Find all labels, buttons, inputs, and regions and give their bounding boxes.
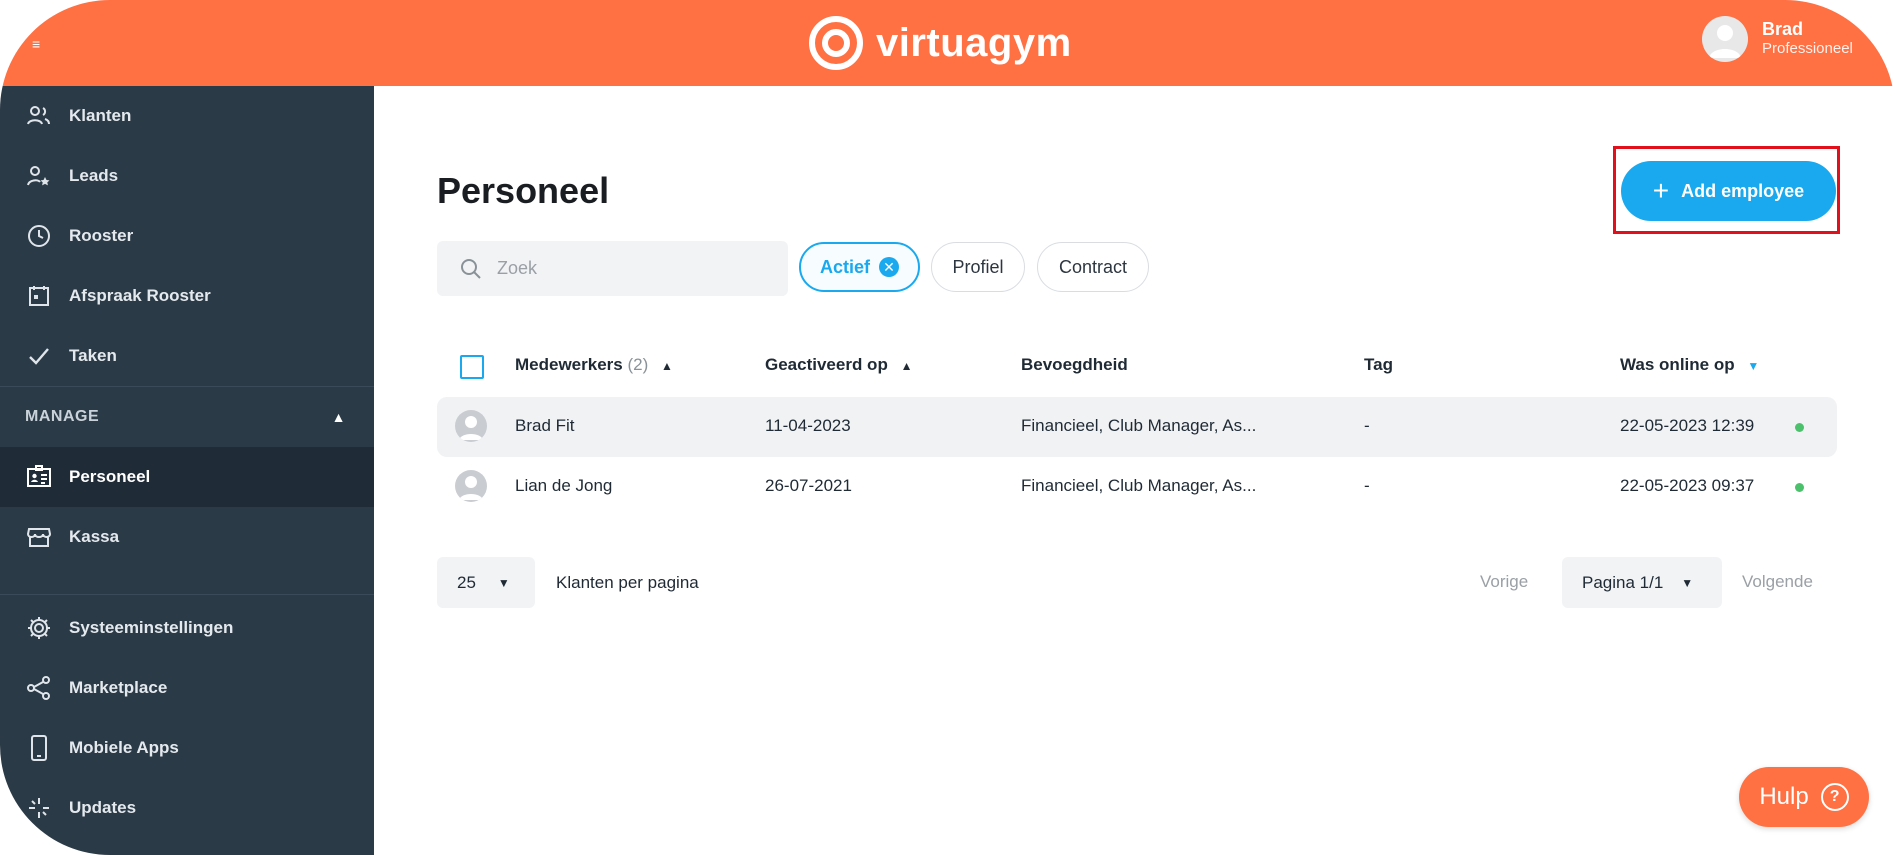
sidebar-item-personeel[interactable]: [0, 447, 374, 507]
id-card-icon: [25, 463, 53, 491]
search-box[interactable]: [437, 241, 788, 296]
sidebar-item-afspraak-rooster[interactable]: [0, 266, 374, 326]
sidebar-item-label: Taken: [69, 346, 117, 365]
table-row[interactable]: [437, 457, 1837, 517]
per-page-select[interactable]: [437, 557, 535, 608]
add-employee-label: Add employee: [1681, 180, 1805, 201]
column-header-employees[interactable]: [515, 355, 673, 375]
sidebar-item-label: Rooster: [69, 226, 134, 245]
user-star-icon: [25, 162, 53, 190]
sidebar-divider: [0, 594, 374, 595]
store-icon: [25, 523, 53, 551]
section-manage-toggle[interactable]: [0, 386, 374, 447]
employee-name[interactable]: Lian de Jong: [515, 476, 613, 495]
user-menu[interactable]: [1702, 16, 1853, 62]
sidebar-item-label: Systeeminstellingen: [69, 618, 234, 637]
user-avatar-icon: [455, 470, 487, 502]
sidebar: [0, 86, 374, 855]
sidebar-item-leads[interactable]: [0, 146, 374, 206]
sidebar-item-taken[interactable]: [0, 326, 374, 386]
per-page-label: Klanten per pagina: [556, 573, 699, 592]
permissions: Financieel, Club Manager, As...: [1021, 416, 1257, 435]
menu-toggle-icon[interactable]: ≡: [32, 36, 41, 52]
phone-icon: [25, 734, 53, 762]
column-header-tag[interactable]: [1364, 355, 1393, 375]
sidebar-item-label: Updates: [69, 798, 137, 817]
column-header-permissions[interactable]: [1021, 355, 1128, 375]
plus-icon: +: [1652, 175, 1670, 206]
brand-logo[interactable]: [808, 14, 1072, 72]
sidebar-item-mobiele-apps[interactable]: [0, 718, 374, 778]
filter-chip-label: Profiel: [952, 256, 1004, 277]
user-avatar-icon: [455, 410, 487, 442]
sidebar-item-label: Marketplace: [69, 678, 168, 697]
column-header-activated[interactable]: [765, 355, 912, 375]
activated-date: 11-04-2023: [765, 416, 851, 435]
sidebar-item-label: Mobiele Apps: [69, 738, 179, 757]
online-status-dot: [1795, 423, 1804, 432]
tag: -: [1364, 476, 1370, 495]
column-label: Medewerkers: [515, 355, 623, 374]
help-button[interactable]: [1739, 767, 1869, 827]
avatar: [455, 410, 487, 442]
page-select[interactable]: [1562, 557, 1722, 608]
calendar-icon: [25, 282, 53, 310]
last-online: 22-05-2023 09:37: [1620, 476, 1755, 495]
sidebar-item-label: Afspraak Rooster: [69, 286, 211, 305]
highlight-box: [1613, 146, 1840, 234]
user-avatar-icon: [1702, 16, 1748, 62]
sidebar-item-marketplace[interactable]: [0, 658, 374, 718]
search-input[interactable]: [495, 257, 779, 280]
table-row[interactable]: [437, 397, 1837, 457]
chevron-down-icon: ▼: [497, 575, 510, 590]
gear-icon: [25, 614, 53, 642]
sidebar-item-label: Klanten: [69, 106, 132, 125]
user-role: Professioneel: [1762, 40, 1853, 57]
section-label: MANAGE: [25, 408, 100, 425]
check-icon: [25, 342, 53, 370]
avatar: [1702, 16, 1748, 62]
sidebar-item-kassa[interactable]: [0, 507, 374, 567]
share-icon: [25, 674, 53, 702]
sidebar-item-systeeminstellingen[interactable]: [0, 598, 374, 658]
last-online: 22-05-2023 12:39: [1620, 416, 1755, 435]
brand-name: virtuagym: [876, 20, 1072, 65]
question-icon: ?: [1821, 783, 1849, 811]
select-all-checkbox[interactable]: [460, 355, 484, 379]
online-status-dot: [1795, 483, 1804, 492]
sidebar-item-klanten[interactable]: [0, 86, 374, 146]
column-label: Was online op: [1620, 355, 1735, 374]
permissions: Financieel, Club Manager, As...: [1021, 476, 1257, 495]
column-label: Bevoegdheid: [1021, 355, 1128, 374]
next-page-button[interactable]: Volgende: [1742, 572, 1813, 591]
user-name: Brad: [1762, 19, 1804, 39]
previous-page-button[interactable]: Vorige: [1480, 572, 1529, 591]
sidebar-item-label: Leads: [69, 166, 119, 185]
filter-chip-actief[interactable]: [799, 242, 920, 292]
activated-date: 26-07-2021: [765, 476, 852, 495]
sparkle-icon: [25, 794, 53, 822]
column-label: Geactiveerd op: [765, 355, 888, 374]
column-label: Tag: [1364, 355, 1393, 374]
search-icon: [459, 257, 483, 281]
filter-chip-profiel[interactable]: [931, 242, 1025, 292]
close-icon[interactable]: ✕: [879, 257, 899, 277]
sidebar-item-rooster[interactable]: [0, 206, 374, 266]
avatar: [455, 470, 487, 502]
page-value: Pagina 1/1: [1582, 572, 1664, 592]
tag: -: [1364, 416, 1370, 435]
page-title: Personeel: [437, 170, 610, 211]
sort-desc-icon: ▼: [1747, 359, 1760, 373]
sidebar-item-label: Kassa: [69, 527, 120, 546]
sort-icon: ▲︎: [660, 359, 673, 373]
employee-name[interactable]: Brad Fit: [515, 416, 575, 435]
column-header-last-online[interactable]: [1620, 355, 1759, 375]
clock-icon: [25, 222, 53, 250]
sidebar-item-updates[interactable]: [0, 778, 374, 838]
caret-up-icon: ▲: [331, 409, 346, 425]
filter-chip-label: Contract: [1058, 256, 1128, 277]
top-bar: [0, 0, 1895, 86]
chevron-down-icon: ▼: [1681, 575, 1694, 590]
filter-chip-label: Actief: [819, 256, 870, 277]
sort-icon: ▲︎: [900, 359, 913, 373]
virtuagym-logo-icon: [808, 15, 864, 71]
per-page-value: 25: [457, 572, 476, 592]
help-label: Hulp: [1759, 783, 1809, 810]
users-icon: [25, 102, 53, 130]
filter-chip-contract[interactable]: [1037, 242, 1149, 292]
sidebar-item-label: Personeel: [69, 467, 151, 486]
employee-count: (2): [627, 355, 649, 374]
